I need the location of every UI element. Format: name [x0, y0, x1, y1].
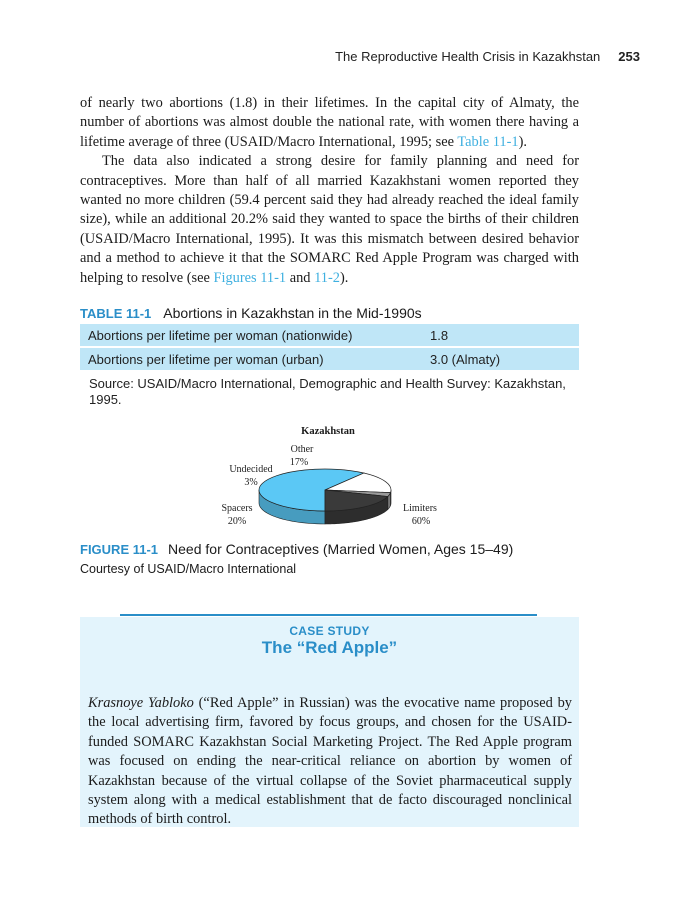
table-cell-label: Abortions per lifetime per woman (urban): [88, 352, 324, 367]
figure-caption: [80, 541, 513, 557]
body-text: [80, 94, 579, 288]
paragraph-1-end: ).: [518, 133, 527, 150]
chart-title: Kazakhstan: [301, 426, 355, 437]
slice-label-spacers: Spacers: [221, 503, 253, 514]
table-source-line-2: 1995.: [89, 392, 122, 407]
paragraph-1: [80, 94, 579, 152]
case-study-body: [88, 694, 572, 830]
slice-label-limiters: Limiters: [403, 503, 437, 514]
case-study-title: The “Red Apple”: [261, 638, 398, 657]
figure-credit: Courtesy of USAID/Macro International: [80, 562, 297, 576]
table-caption: [80, 305, 422, 321]
figure-title: Need for Contraceptives (Married Women, Ages 15–49): [168, 541, 514, 557]
figure-number: FIGURE 11-1: [80, 542, 159, 557]
paragraph-2-end: ).: [339, 269, 349, 286]
paragraph-2-and: and: [286, 269, 315, 286]
slice-label-other: Other: [290, 444, 314, 455]
paragraph-1-text: of nearly two abortions (1.8) in their lifetimes. In the capital city of Almaty, the number of abortions was almost double the national rate, with women there having a lifetime average of three (USAID/Macro International, 1995; see: [80, 95, 579, 150]
abortions-table: [80, 324, 579, 372]
table-row: [80, 324, 579, 346]
slice-value-other: 17%: [289, 457, 309, 468]
slice-value-undecided: 3%: [244, 477, 258, 488]
slice-value-spacers: 20%: [227, 516, 247, 527]
contraceptive-need-pie-chart: [200, 420, 480, 532]
table-cell-label: Abortions per lifetime per woman (nationwide): [88, 328, 353, 343]
slice-value-limiters: 60%: [411, 516, 431, 527]
table-source: [89, 376, 569, 408]
paragraph-2-text: The data also indicated a strong desire for family planning and need for contraceptives. More than half of all married Kazakhstani women reported they wanted no more children (59.4 percent said they had already reached the ideal family size), while an additional 20.2% said they wanted to space the births of their children (USAID/Macro International, 1995). It was this mismatch between desired behavior and a method to achieve it that the SOMARC Red Apple Program was charged with helping to resolve (see: [80, 153, 579, 286]
table-cell-value: 3.0 (Almaty): [430, 352, 501, 367]
table-cell-value: 1.8: [430, 328, 449, 343]
table-title: Abortions in Kazakhstan in the Mid-1990s: [163, 305, 422, 321]
table-number: TABLE 11-1: [80, 306, 152, 321]
figure-11-2-link[interactable]: 11-2: [314, 269, 340, 286]
pie-slices: [259, 469, 391, 511]
figure-11-1-link[interactable]: Figures 11-1: [213, 269, 287, 286]
page-number: 253: [618, 49, 640, 64]
case-study-italic-term: Krasnoye Yabloko: [88, 695, 194, 711]
case-study-label: CASE STUDY: [289, 624, 370, 638]
running-head: [0, 49, 640, 64]
table-source-line-1: Source: USAID/Macro International, Demographic and Health Survey: Kazakhstan,: [89, 376, 566, 391]
slice-label-undecided: Undecided: [229, 464, 273, 475]
case-study-rule: [120, 614, 537, 616]
table-11-1-link[interactable]: Table 11-1: [457, 133, 519, 150]
case-study-body-text: (“Red Apple” in Russian) was the evocative name proposed by the local advertising firm, favored by focus groups, and chosen for the USAID-funded SOMARC Kazakhstan Social Marketing Project. The Red Apple program was focused on ending the near-critical reliance on abortion by women of Kazakhstan because of the virtual collapse of the Soviet pharmaceutical supply system along with a medical establishment that de facto discouraged nonclinical methods of birth control.: [88, 695, 573, 828]
paragraph-2: [80, 152, 579, 288]
table-row: [80, 348, 579, 370]
running-head-title: The Reproductive Health Crisis in Kazakhstan: [335, 49, 601, 64]
